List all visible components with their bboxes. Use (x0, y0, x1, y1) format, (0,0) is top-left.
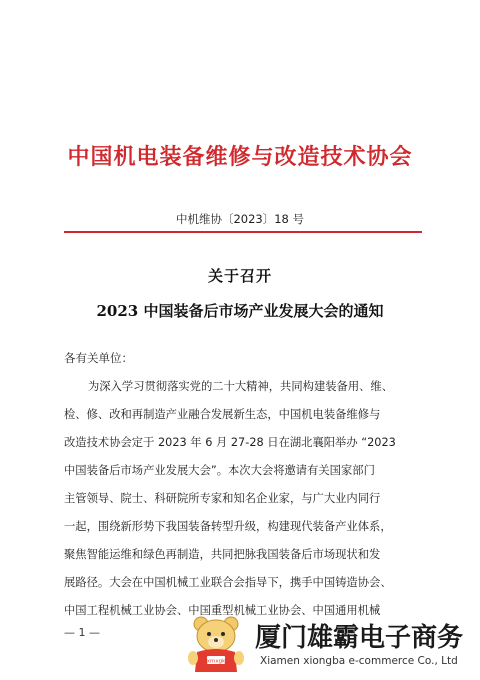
body-line-7: 聚焦智能运维和绿色再制造，共同把脉我国装备后市场现状和发 (64, 548, 381, 561)
body-line-9: 中国工程机械工业协会、中国重型机械工业协会、中国通用机械 (64, 604, 381, 617)
mascot-badge-text: xmxgk (206, 658, 226, 665)
body-line-1: 为深入学习贯彻落实党的二十大精神，共同构建装备用、维、 (88, 380, 394, 393)
document-number: 中机维协〔2023〕18 号 (175, 212, 305, 226)
body-line-8: 展路径。大会在中国机械工业联合会指导下，携手中国铸造协会、 (64, 576, 392, 589)
notice-heading-line1: 关于召开 (207, 267, 272, 285)
body-line-6: 一起，围绕新形势下我国装备转型升级，构建现代装备产业体系， (64, 520, 392, 533)
body-line-5: 主管领导、院士、科研院所专家和知名企业家，与广大业内同行 (64, 492, 381, 505)
bear-mascot-icon (183, 612, 249, 674)
watermark-company-name: 厦门雄霸电子商务 (255, 623, 464, 653)
body-line-3: 改造技术协会定于 2023 年 6 月 27-28 日在湖北襄阳举办 “2023 (64, 436, 396, 449)
red-divider-line (64, 231, 422, 233)
notice-heading-line2: 2023 中国装备后市场产业发展大会的通知 (96, 302, 384, 320)
organization-title: 中国机电装备维修与改造技术协会 (67, 144, 413, 170)
salutation: 各有关单位： (64, 351, 133, 365)
body-line-2: 检、修、改和再制造产业融合发展新生态，中国机电装备维修与 (64, 408, 381, 421)
watermark-company-name-en: Xiamen xiongba e-commerce Co., Ltd (260, 655, 458, 667)
company-watermark (183, 612, 478, 676)
page-number: — 1 — (64, 626, 100, 639)
body-line-4: 中国装备后市场产业发展大会”。本次大会将邀请有关国家部门 (64, 464, 375, 477)
